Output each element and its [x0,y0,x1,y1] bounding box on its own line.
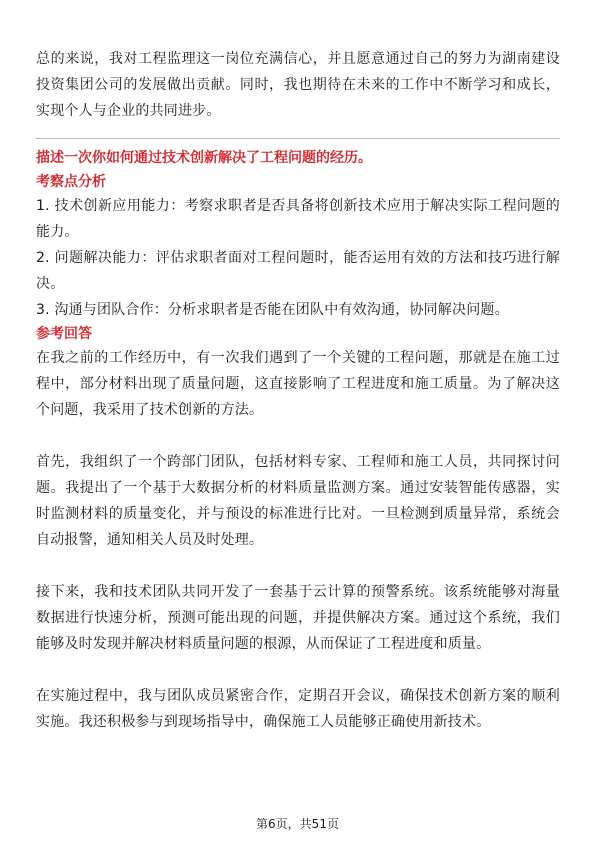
analysis-title: 考察点分析 [36,174,106,190]
answer-title: 参考回答 [36,326,92,342]
paragraph-spacer [36,423,560,449]
analysis-item: 3. 沟通与团队合作：分析求职者是否能在团队中有效沟通，协同解决问题。 [36,302,509,318]
section-divider [36,138,560,139]
page-content [36,46,560,735]
answer-paragraph: 在实施过程中，我与团队成员紧密合作，定期召开会议，确保技术创新方案的顺利实施。我还积极参与到现场指导中，确保施工人员能够正确使用新技术。 [36,688,560,730]
answer-paragraph: 首先，我组织了一个跨部门团队，包括材料专家、工程师和施工人员，共同探讨问题。我提出了一个基于大数据分析的材料质量监测方案。通过安装智能传感器，实时监测材料的质量变化，并与预设的标准进行比对。一旦检测到质量异常，系统会自动报警，通知相关人员及时处理。 [36,454,560,548]
analysis-item: 2. 问题解决能力：评估求职者面对工程问题时，能否运用有效的方法和技巧进行解决。 [36,250,560,292]
page-number: 第6页，共51页 [256,817,339,831]
question-heading: 描述一次你如何通过技术创新解决了工程问题的经历。 [36,150,372,166]
paragraph-spacer [36,553,560,579]
analysis-list [36,193,560,323]
answer-body [36,345,560,735]
answer-paragraph: 接下来，我和技术团队共同开发了一套基于云计算的预警系统。该系统能够对海量数据进行快速分析，预测可能出现的问题，并提供解决方案。通过这个系统，我们能够及时发现并解决材料质量问题的根源，从而保证了工程进度和质量。 [36,584,560,652]
paragraph-spacer [36,657,560,683]
intro-paragraph: 总的来说，我对工程监理这一岗位充满信心，并且愿意通过自己的努力为湖南建设投资集团公司的发展做出贡献。同时，我也期待在未来的工作中不断学习和成长，实现个人与企业的共同进步。 [36,51,560,119]
analysis-item: 1. 技术创新应用能力：考察求职者是否具备将创新技术应用于解决实际工程问题的能力。 [36,198,560,240]
answer-paragraph: 在我之前的工作经历中，有一次我们遇到了一个关键的工程问题，那就是在施工过程中，部分材料出现了质量问题，这直接影响了工程进度和施工质量。为了解决这个问题，我采用了技术创新的方法。 [36,350,560,418]
